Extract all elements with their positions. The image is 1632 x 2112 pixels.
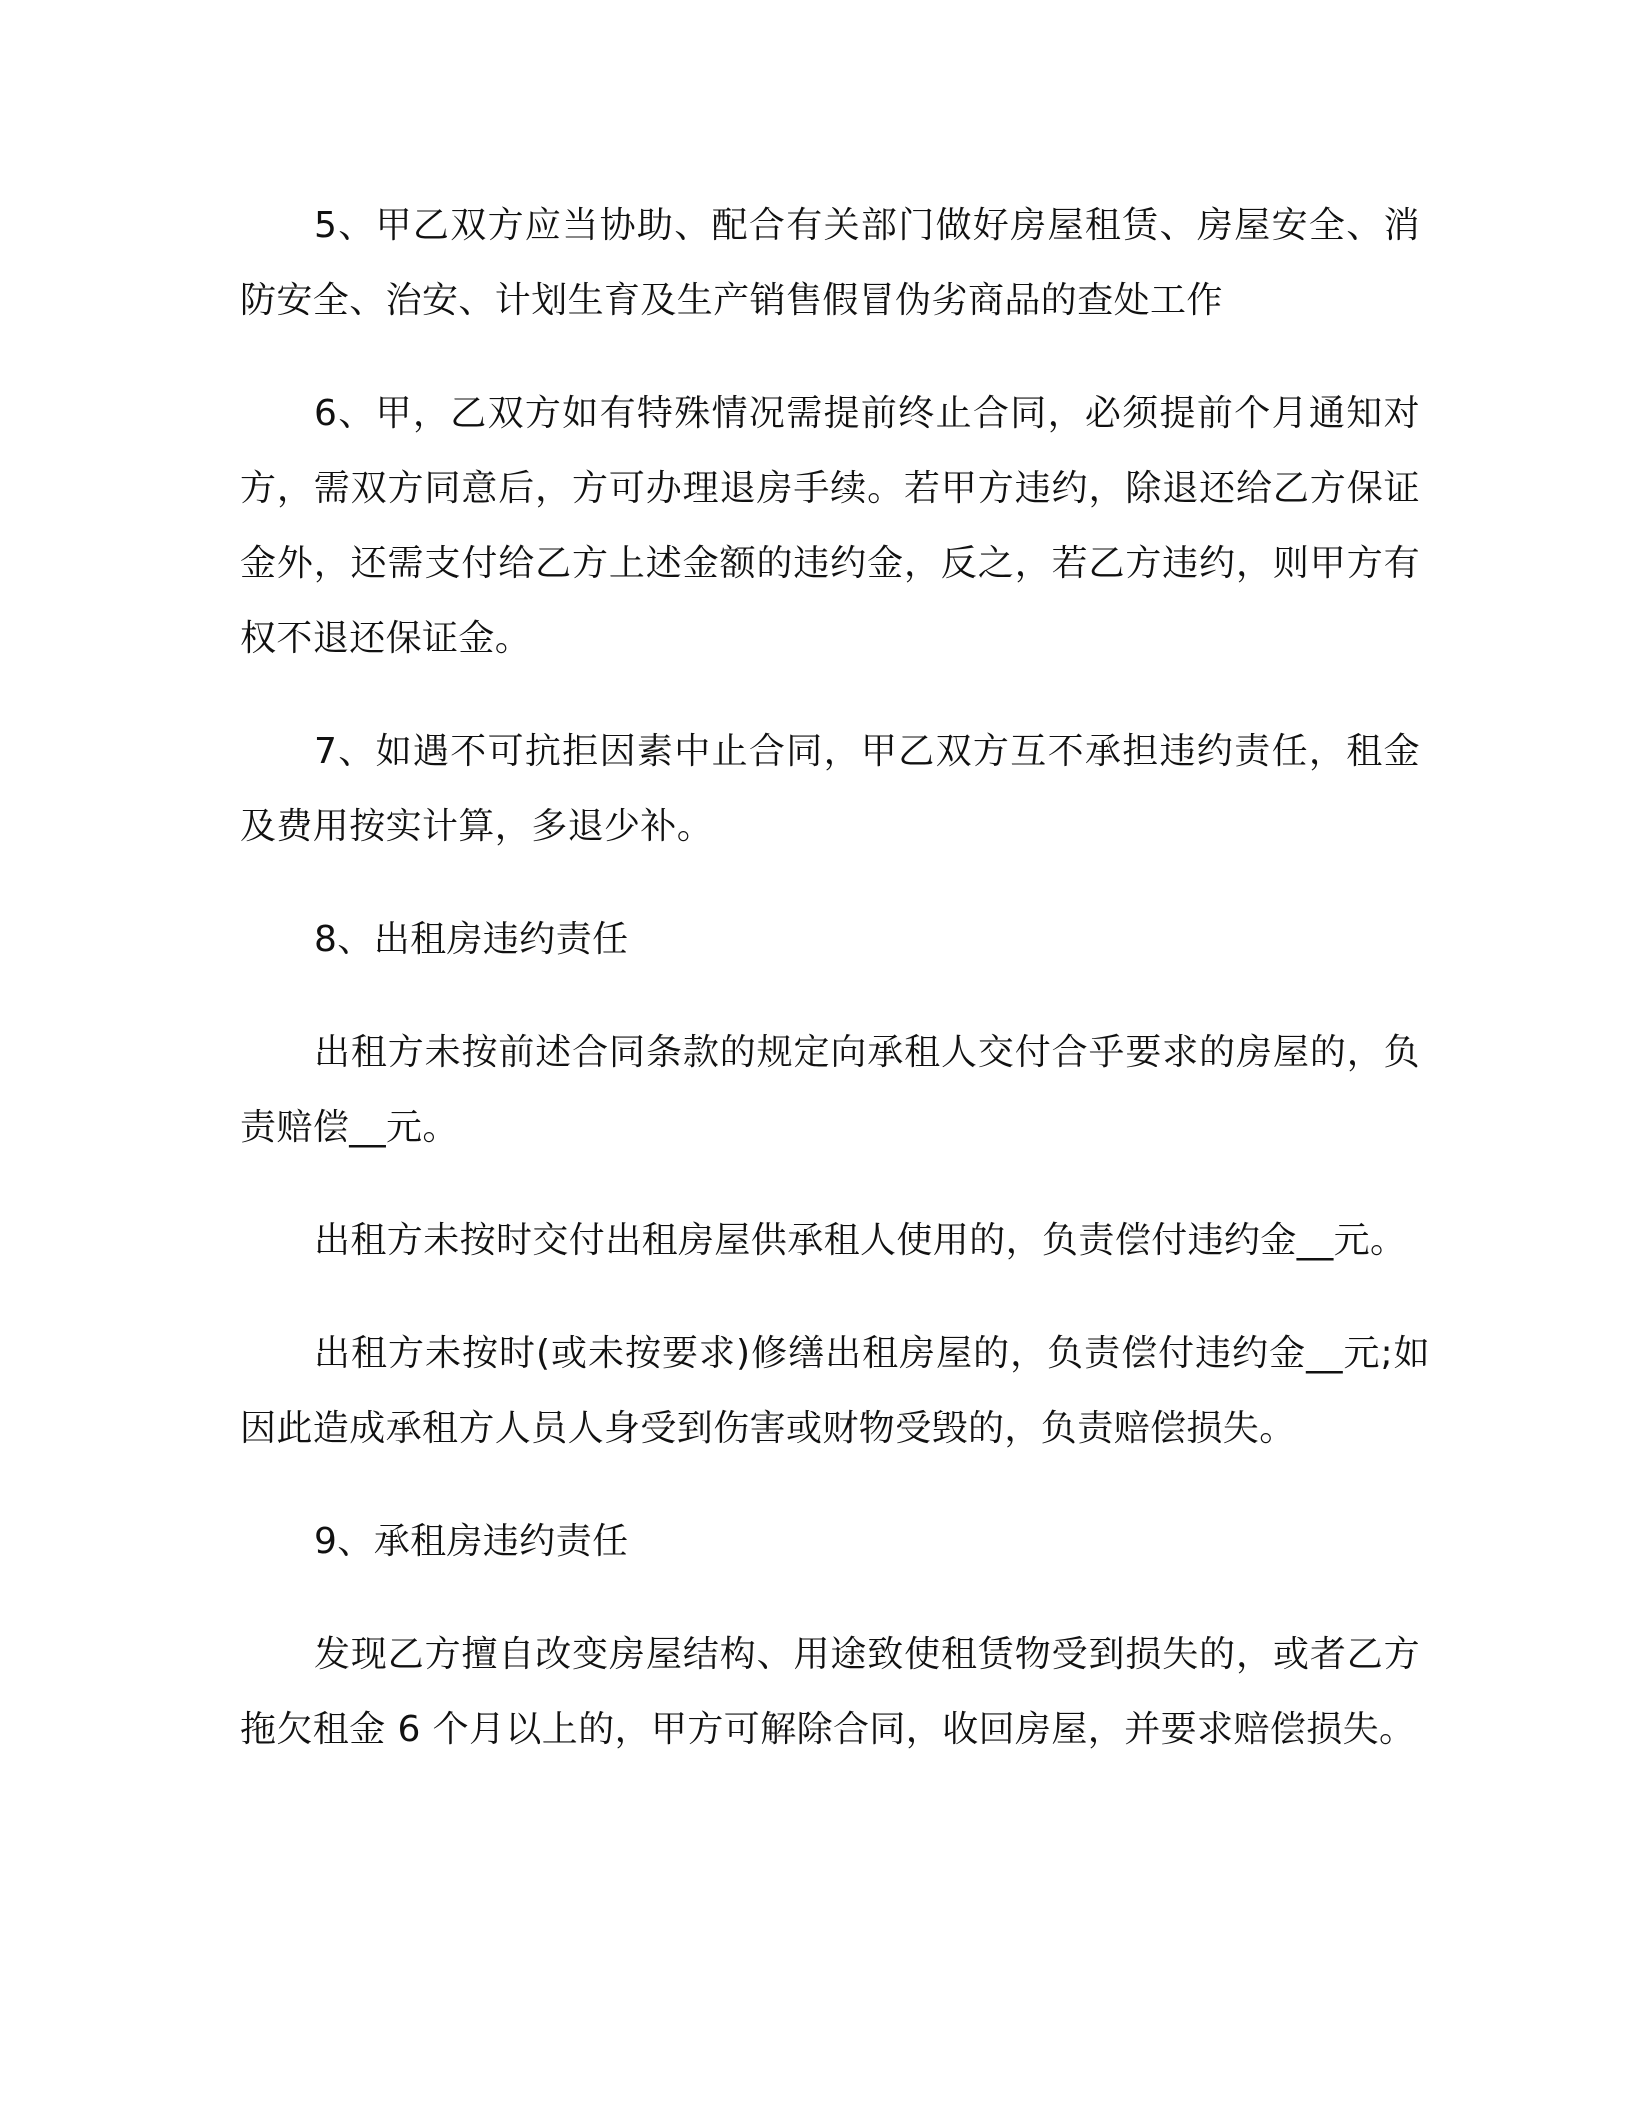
clause-5-paragraph: 5、甲乙双方应当协助、配合有关部门做好房屋租赁、房屋安全、消防安全、治安、计划生育及生产销售假冒伪劣商品的查处工作 — [240, 205, 1420, 321]
lessee-breach-paragraph: 发现乙方擅自改变房屋结构、用途致使租赁物受到损失的，或者乙方拖欠租金 6 个月以上的，甲方可解除合同，收回房屋，并要求赔偿损失。 — [240, 1634, 1420, 1750]
clause-6-paragraph: 6、甲，乙双方如有特殊情况需提前终止合同，必须提前个月通知对方，需双方同意后，方可办理退房手续。若甲方违约，除退还给乙方保证金外，还需支付给乙方上述金额的违约金，反之，若乙方违约，则甲方有权不退还保证金。 — [240, 393, 1420, 659]
clause-7-paragraph: 7、如遇不可抗拒因素中止合同，甲乙双方互不承担违约责任，租金及费用按实计算，多退少补。 — [240, 731, 1420, 847]
lessor-delivery-breach-paragraph: 出租方未按前述合同条款的规定向承租人交付合乎要求的房屋的，负责赔偿__元。 — [240, 1032, 1420, 1148]
lessor-repair-breach-paragraph: 出租方未按时(或未按要求)修缮出租房屋的，负责偿付违约金__元;如因此造成承租方人员人身受到伤害或财物受毁的，负责赔偿损失。 — [240, 1333, 1430, 1449]
document-body — [240, 188, 1430, 1805]
clause-8-heading: 8、出租房违约责任 — [314, 919, 629, 960]
lessor-late-delivery-paragraph: 出租方未按时交付出租房屋供承租人使用的，负责偿付违约金__元。 — [314, 1220, 1407, 1261]
clause-9-heading: 9、承租房违约责任 — [314, 1521, 629, 1562]
